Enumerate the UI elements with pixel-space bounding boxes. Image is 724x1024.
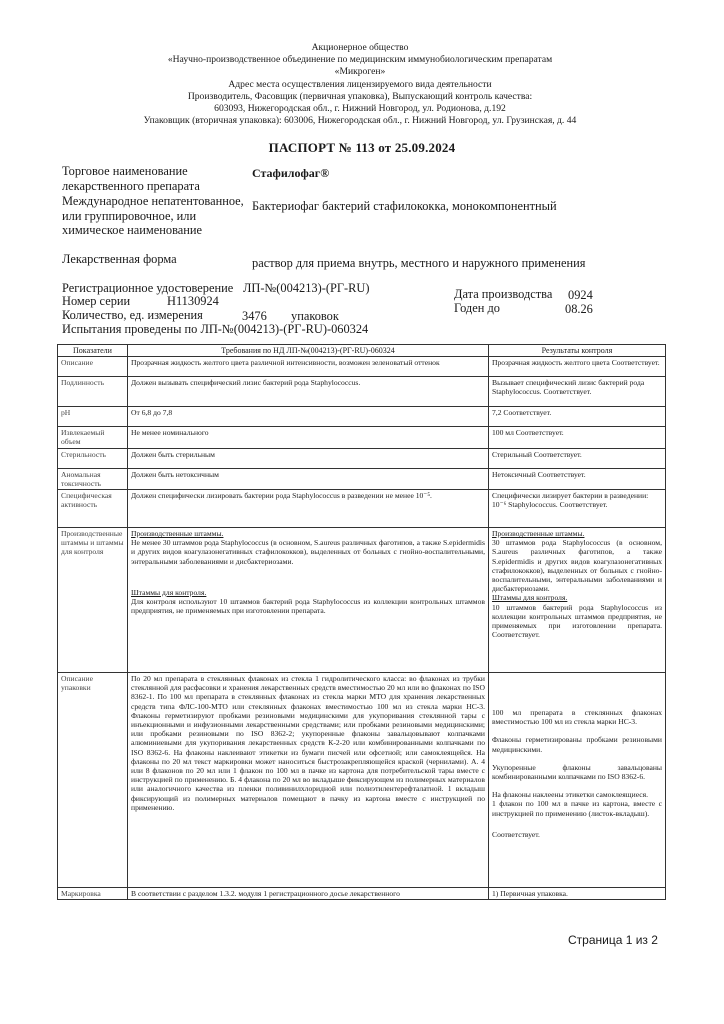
table-row: [58, 407, 666, 427]
requirement-cell: В соответствии с разделом 1.3.2. модуля 1 регистрационного досье лекарственного: [128, 888, 489, 900]
date-prod-value: 0924: [568, 288, 593, 302]
result-cell: Стерильный Соответствует.: [489, 448, 666, 468]
table-row: [58, 377, 666, 407]
indicator-cell: Производственные штаммы и штаммы для контроля: [58, 528, 128, 673]
inn-label: Международное непатентованное, или группировочное, или химическое наименование: [62, 194, 244, 237]
requirement-cell: Прозрачная жидкость желтого цвета различной интенсивности, возможен зеленоватый оттенок: [128, 357, 489, 377]
packer-address: Упаковщик (вторичная упаковка): 603006, Нижегородская обл., г. Нижний Новгород, ул. Грузинская, д. 44: [143, 115, 577, 126]
indicator-cell: Подлинность: [58, 377, 128, 407]
tests-label: Испытания проведены по ЛП-№(004213)-(РГ-RU)-060324: [62, 322, 369, 336]
requirement-cell: [128, 673, 489, 888]
table-row: [58, 448, 666, 468]
production-strains-heading: Производственные штаммы.: [492, 529, 585, 539]
org-type: Акционерное общество: [311, 42, 409, 53]
packaging-result-f: Соответствует.: [492, 829, 540, 839]
indicator-cell: Аномальная токсичность: [58, 468, 128, 489]
table-row: [58, 490, 666, 528]
org-brand: «Микроген»: [334, 66, 386, 77]
page-number: Страница 1 из 2: [568, 933, 658, 947]
result-cell: Вызывает специфический лизис бактерий рода Staphylococcus. Соответствует.: [489, 377, 666, 407]
table-row: [58, 673, 666, 888]
requirement-cell: Должен специфически лизировать бактерии рода Staphylococcus в разведении не менее 10⁻⁵.: [128, 490, 489, 528]
producer-line: Производитель, Фасовщик (первичная упаковка), Выпускающий контроль качества:: [187, 91, 533, 102]
result-cell: [489, 528, 666, 673]
producer-address: 603093, Нижегородская обл., г. Нижний Новгород, ул. Родионова, д.192: [214, 103, 506, 114]
packaging-result-a: 100 мл препарата в стеклянных флаконах вместимостью 100 мл из стекла марки НС-3.: [492, 708, 662, 727]
result-cell: 7,2 Соответствует.: [489, 407, 666, 427]
qty-value: 3476: [242, 309, 267, 323]
packaging-result-c: Укупоренные флаконы завальцованы комбинированными колпачками по ISO 8362-6.: [492, 762, 662, 782]
qty-unit: упаковок: [291, 309, 339, 323]
spacer: [492, 674, 662, 708]
reg-label: Регистрационное удостоверение: [62, 281, 234, 295]
series-label: Номер серии: [62, 294, 131, 308]
control-strains-result: 10 штаммов бактерий рода Staphylococcus из коллекции контрольных штаммов предприятия, не применяемых при изготовлении препарата. Соответствует.: [492, 602, 662, 640]
results-table: [57, 344, 666, 900]
table-row: [58, 888, 666, 900]
valid-value: 08.26: [565, 302, 593, 316]
inn-value: Бактериофаг бактерий стафилококка, монокомпонентный: [252, 199, 557, 213]
result-cell: [489, 673, 666, 888]
requirement-cell: Должен быть стерильным: [128, 448, 489, 468]
indicator-cell: Извлекаемый объем: [58, 427, 128, 448]
packaging-requirement-text: По 20 мл препарата в стеклянных флаконах из стекла 1 гидролитического класса: во флаконах из трубки стеклянной для расфасовки и хранения лекарственных средств вместимостью 20 мл или во флаконах по ISO 8362-1. По 100 мл препарата в стеклянных флаконах из стекла марки МТО для хранения лекарственных средств типа ФЛС-100-МТО или стеклянных флаконах вместимостью 100 мл из стекла марки НС-3. Флаконы герметизируют пробками резиновыми медицинскими для укупоривания стеклянной тары с инъекционными и инфузионными лекарственными средствами; или пробками резиновыми медицинскими; или пробками резиновыми по ISO 8362-2; укупоренные флаконы завальцовывают колпачками алюминиевыми для укупоривания лекарственных средств К-2-20 или комбинированными колпачками по ISO 8362-6. На флаконы наклеивают этикетки из бумаги писчей или офсетной; или самоклеящейся. На флаконы по 20 мл текст маркировки может наноситься быстрозакрепляющейся краской (чернилами). А. 4 или 8 флаконов по 20 мл или 1 флакон по 100 мл в пачке из картона для потребительской тары вместе с инструкцией по применению. Б. 4 флакона по 20 мл во вкладыше фиксирующем из полимерных материалов или аналогичного качества из пленки поливинилхлоридной или полиэтилентерефталатной. 1 вкладыш фиксирующий из полимерных материалов помещают в пачку из картона вместе с инструкцией по применению.: [131, 674, 485, 812]
form-value: раствор для приема внутрь, местного и наружного применения: [252, 256, 586, 270]
requirement-cell: Не менее номинального: [128, 427, 489, 448]
table-row: [58, 468, 666, 489]
qty-label: Количество, ед. измерения: [62, 308, 203, 322]
control-strains-heading: Штаммы для контроля.: [131, 587, 207, 597]
date-prod-label: Дата производства: [454, 287, 553, 301]
result-cell: Прозрачная жидкость желтого цвета Соответствует.: [489, 357, 666, 377]
indicator-cell: Стерильность: [58, 448, 128, 468]
passport-title: ПАСПОРТ № 113 от 25.09.2024: [268, 140, 456, 155]
address-heading: Адрес места осуществления лицензируемого вида деятельности: [228, 79, 492, 90]
requirement-cell: [128, 528, 489, 673]
table-row: [58, 357, 666, 377]
requirement-cell: Должен вызывать специфический лизис бактерий рода Staphylococcus.: [128, 377, 489, 407]
trade-name-label: Торговое наименование лекарственного препарата: [62, 164, 200, 193]
header-indicator: Показатели: [58, 345, 128, 357]
production-strains-result: 30 штаммов рода Staphylococcus (в основном, S.aureus различных фаготипов, а также S.epidermidis и других видов коагулазонегативных стафилококков), выделенных от больных с гнойно-воспалительными, энтеральными заболеваниями и дисбактериозами.: [492, 538, 662, 594]
control-strains-heading: Штаммы для контроля.: [492, 593, 568, 603]
form-label: Лекарственная форма: [62, 252, 177, 266]
table-row: [58, 427, 666, 448]
table-header-row: [58, 345, 666, 357]
indicator-cell: Маркировка: [58, 888, 128, 900]
indicator-cell: pH: [58, 407, 128, 427]
requirement-cell: Должен быть нетоксичным: [128, 468, 489, 489]
table-row: [58, 528, 666, 673]
indicator-cell: Описание: [58, 357, 128, 377]
header-results: Результаты контроля: [489, 345, 666, 357]
packaging-result-b: Флаконы герметизированы пробками резиновыми медицинскими.: [492, 735, 662, 754]
production-strains-heading: Производственные штаммы.: [131, 529, 224, 539]
packaging-result-d: На флаконы наклеены этикетки самоклеящиеся.: [492, 790, 649, 800]
result-cell: Специфически лизирует бактерии в разведении: 10⁻⁶ Staphylococcus. Соответствует.: [489, 490, 666, 528]
indicator-cell: Специфическая активность: [58, 490, 128, 528]
requirement-cell: От 6,8 до 7,8: [128, 407, 489, 427]
trade-name-value: Стафилофаг®: [252, 166, 330, 180]
indicator-cell: Описание упаковки: [58, 673, 128, 888]
result-cell: 1) Первичная упаковка.: [489, 888, 666, 900]
packaging-result-e: 1 флакон по 100 мл в пачке из картона, вместе с инструкцией по применению (листок-вкладыш).: [492, 799, 662, 818]
result-cell: Нетоксичный Соответствует.: [489, 468, 666, 489]
result-cell: 100 мл Соответствует.: [489, 427, 666, 448]
spacer: [131, 566, 485, 588]
header-requirements: Требования по НД ЛП-№(004213)-(РГ-RU)-060324: [128, 345, 489, 357]
reg-value: ЛП-№(004213)-(РГ-RU): [243, 281, 370, 295]
valid-label: Годен до: [454, 301, 500, 315]
production-strains-text: Не менее 30 штаммов рода Staphylococcus (в основном, S.aureus различных фаготипов, а также S.epidermidis и других видов коагулазонегативных стафилококков), выделенных от больных с гнойно-воспалительными, энтеральными заболеваниями и дисбактериозами.: [131, 538, 485, 566]
org-name: «Научно-производственное объединение по медицинским иммунобиологическим препаратам: [167, 54, 553, 65]
series-value: H1130924: [167, 294, 219, 308]
control-strains-text: Для контроля используют 10 штаммов бактерий рода Staphylococcus из коллекции контрольных штаммов предприятия, не применяемых при изготовлении препарата.: [131, 597, 485, 616]
